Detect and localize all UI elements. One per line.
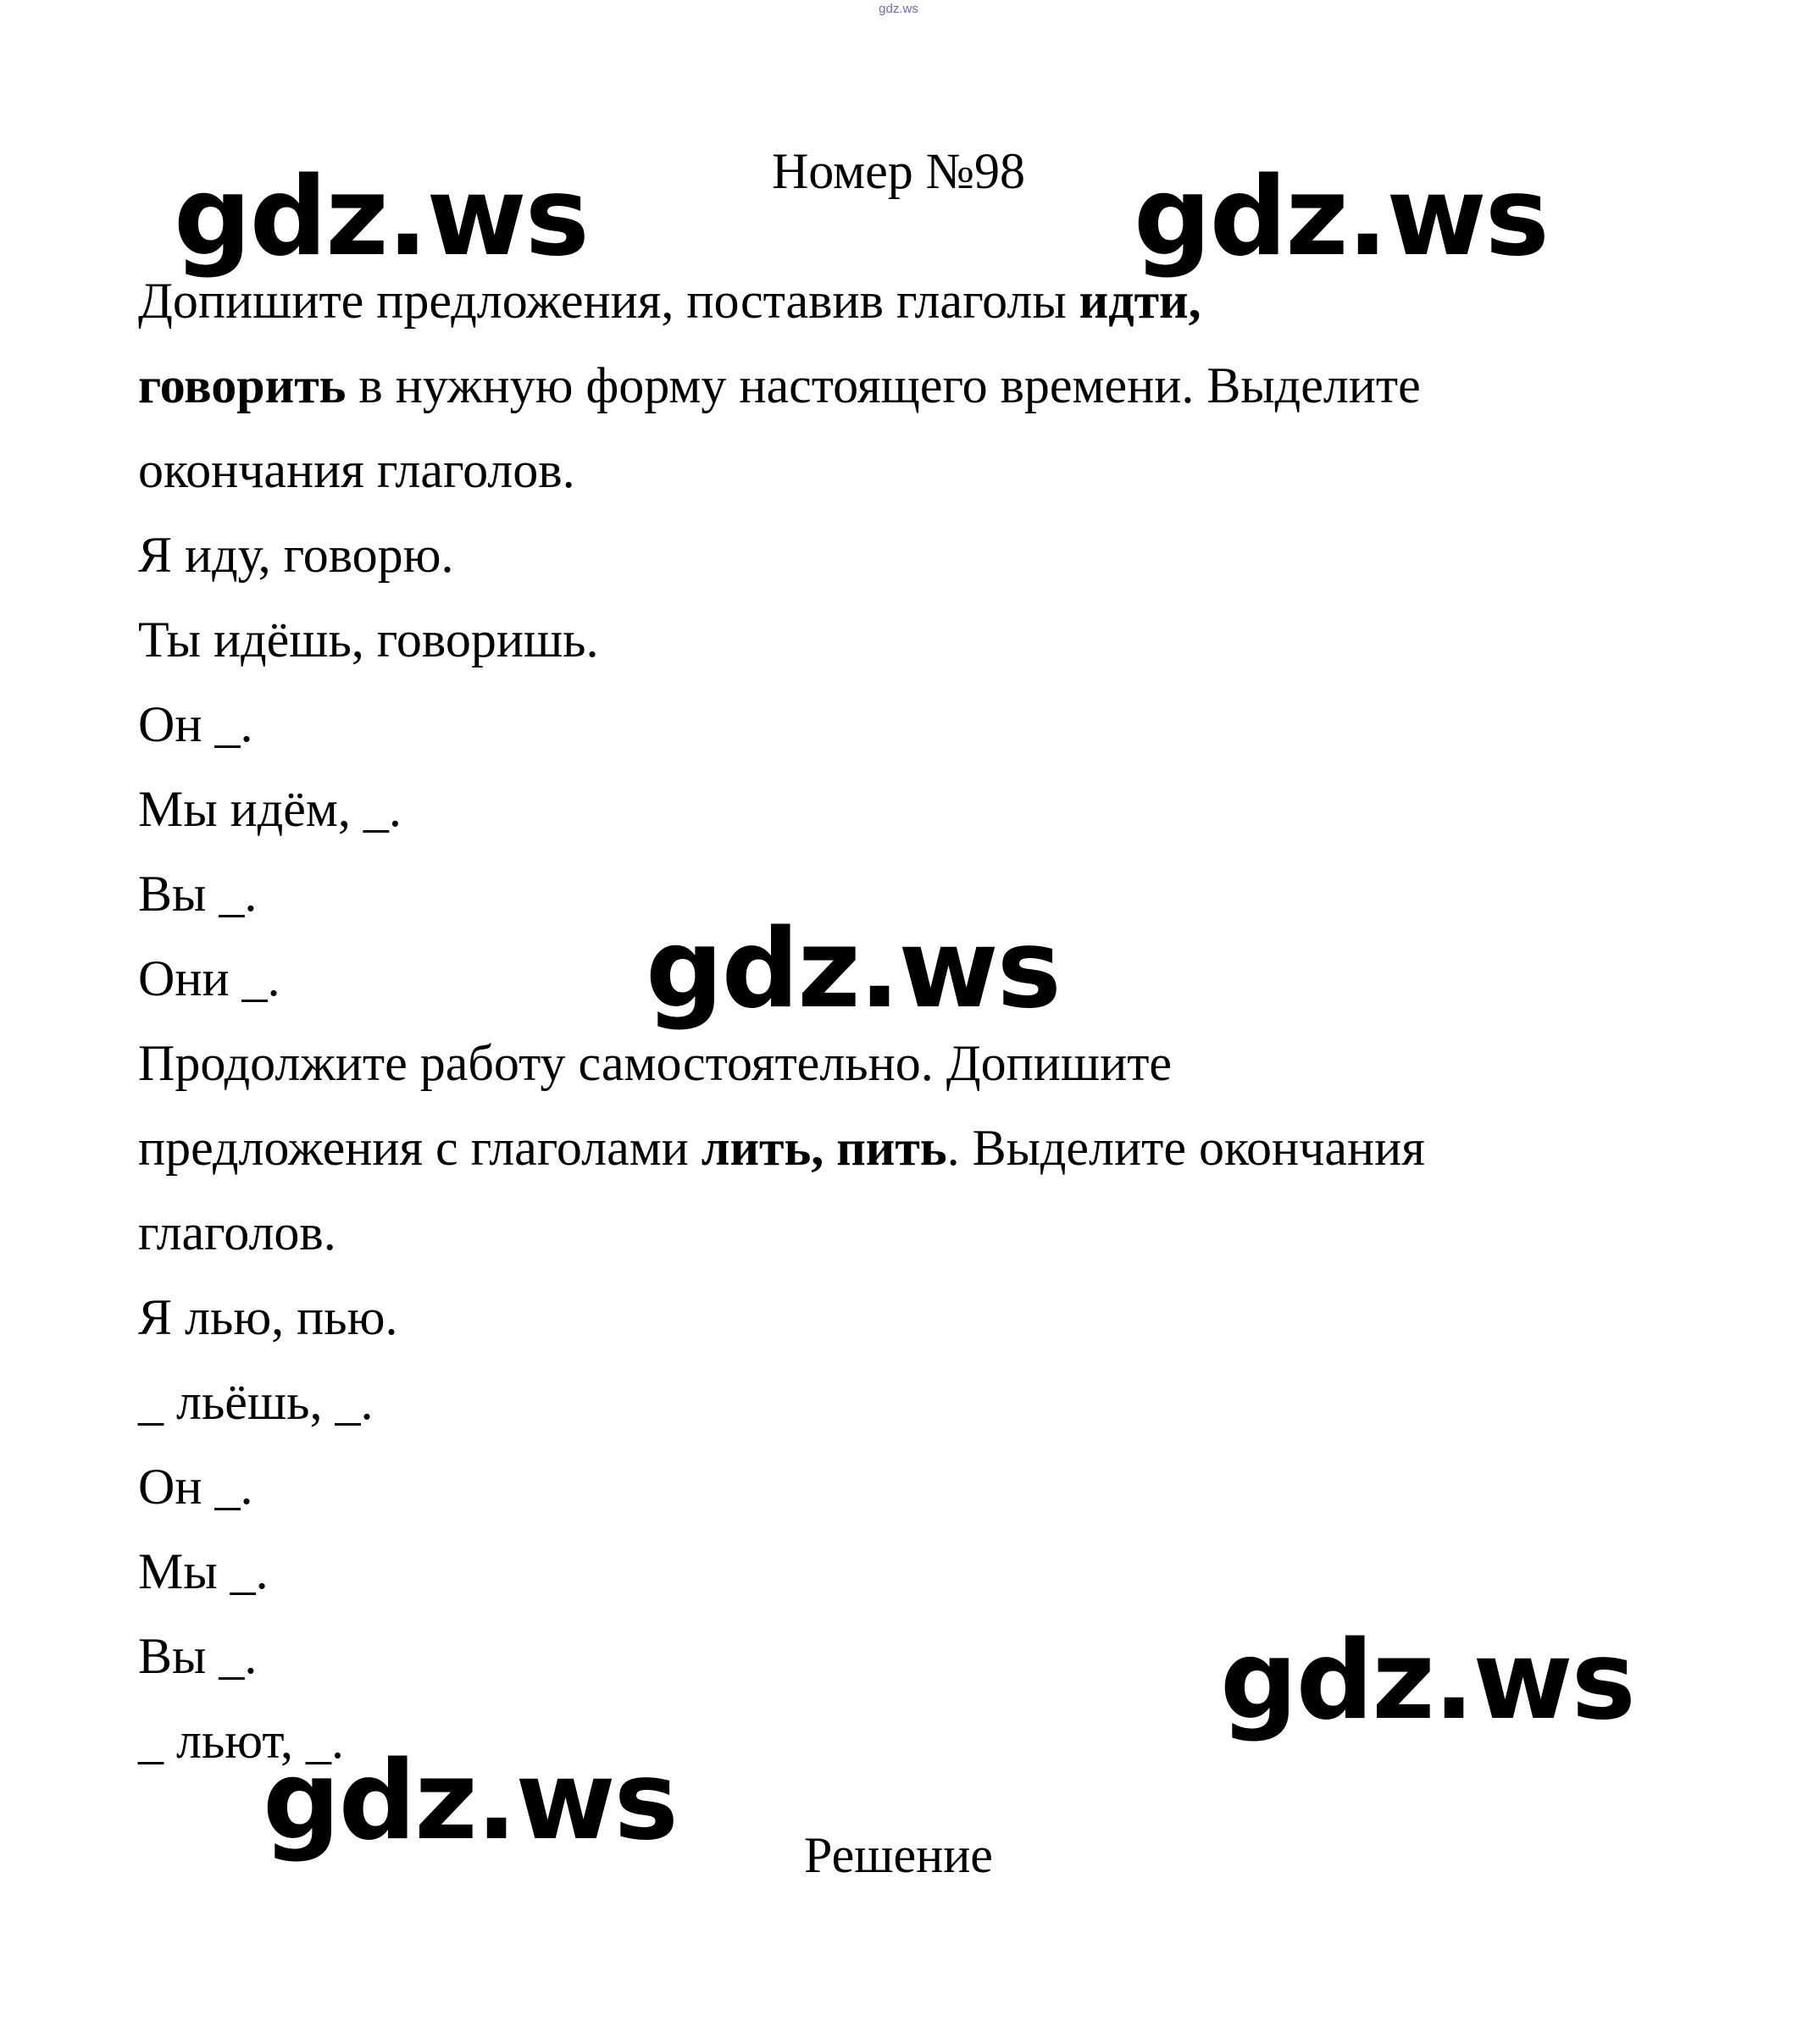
task1-instruction-line3: окончания глаголов.	[138, 442, 575, 498]
watermark: gdz.ws	[1134, 154, 1548, 280]
page-title: Номер №98	[771, 143, 1026, 199]
task2-instruction-line1: Продолжите работу самостоятельно. Допишите	[138, 1035, 1173, 1091]
task1-sentence: Они _.	[138, 950, 280, 1006]
task2-sentence: _ льют, _.	[138, 1713, 345, 1769]
task1-text: в нужную форму настоящего времени. Выделите	[346, 357, 1421, 413]
task2-instruction-line3: глаголов.	[138, 1205, 336, 1260]
task1-instruction-line2	[138, 343, 1646, 428]
task2-instruction-line2	[138, 1105, 1646, 1190]
task2-sentence: _ льёшь, _.	[138, 1374, 374, 1430]
task1-verb-idti: идти,	[1079, 273, 1201, 329]
task2-text: предложения с глаголами	[138, 1120, 702, 1176]
task1-sentence: Я иду, говорю.	[138, 527, 454, 583]
watermark: gdz.ws	[263, 1738, 677, 1864]
task1-text: Допишите предложения, поставив глаголы	[138, 273, 1079, 329]
task2-sentence: Он _.	[138, 1459, 253, 1515]
task2-text: . Выделите окончания	[946, 1120, 1425, 1176]
task2-sentence: Вы _.	[138, 1628, 258, 1684]
watermark: gdz.ws	[1220, 1618, 1634, 1744]
watermark: gdz.ws	[174, 154, 588, 280]
solution-label: Решение	[804, 1827, 993, 1883]
watermark: gdz.ws	[646, 906, 1060, 1033]
site-mark-top: gdz.ws	[879, 2, 918, 16]
task1-sentence: Ты идёшь, говоришь.	[138, 612, 599, 667]
task2-sentence: Я лью, пью.	[138, 1289, 398, 1345]
task2-sentence: Мы _.	[138, 1543, 269, 1599]
task1-sentence: Вы _.	[138, 866, 258, 922]
task1-sentence: Мы идём, _.	[138, 781, 402, 837]
task1-sentence: Он _.	[138, 696, 253, 752]
task1-verb-govorit: говорить	[138, 357, 347, 413]
task2-verbs-lit-pit: лить, пить	[701, 1120, 947, 1176]
